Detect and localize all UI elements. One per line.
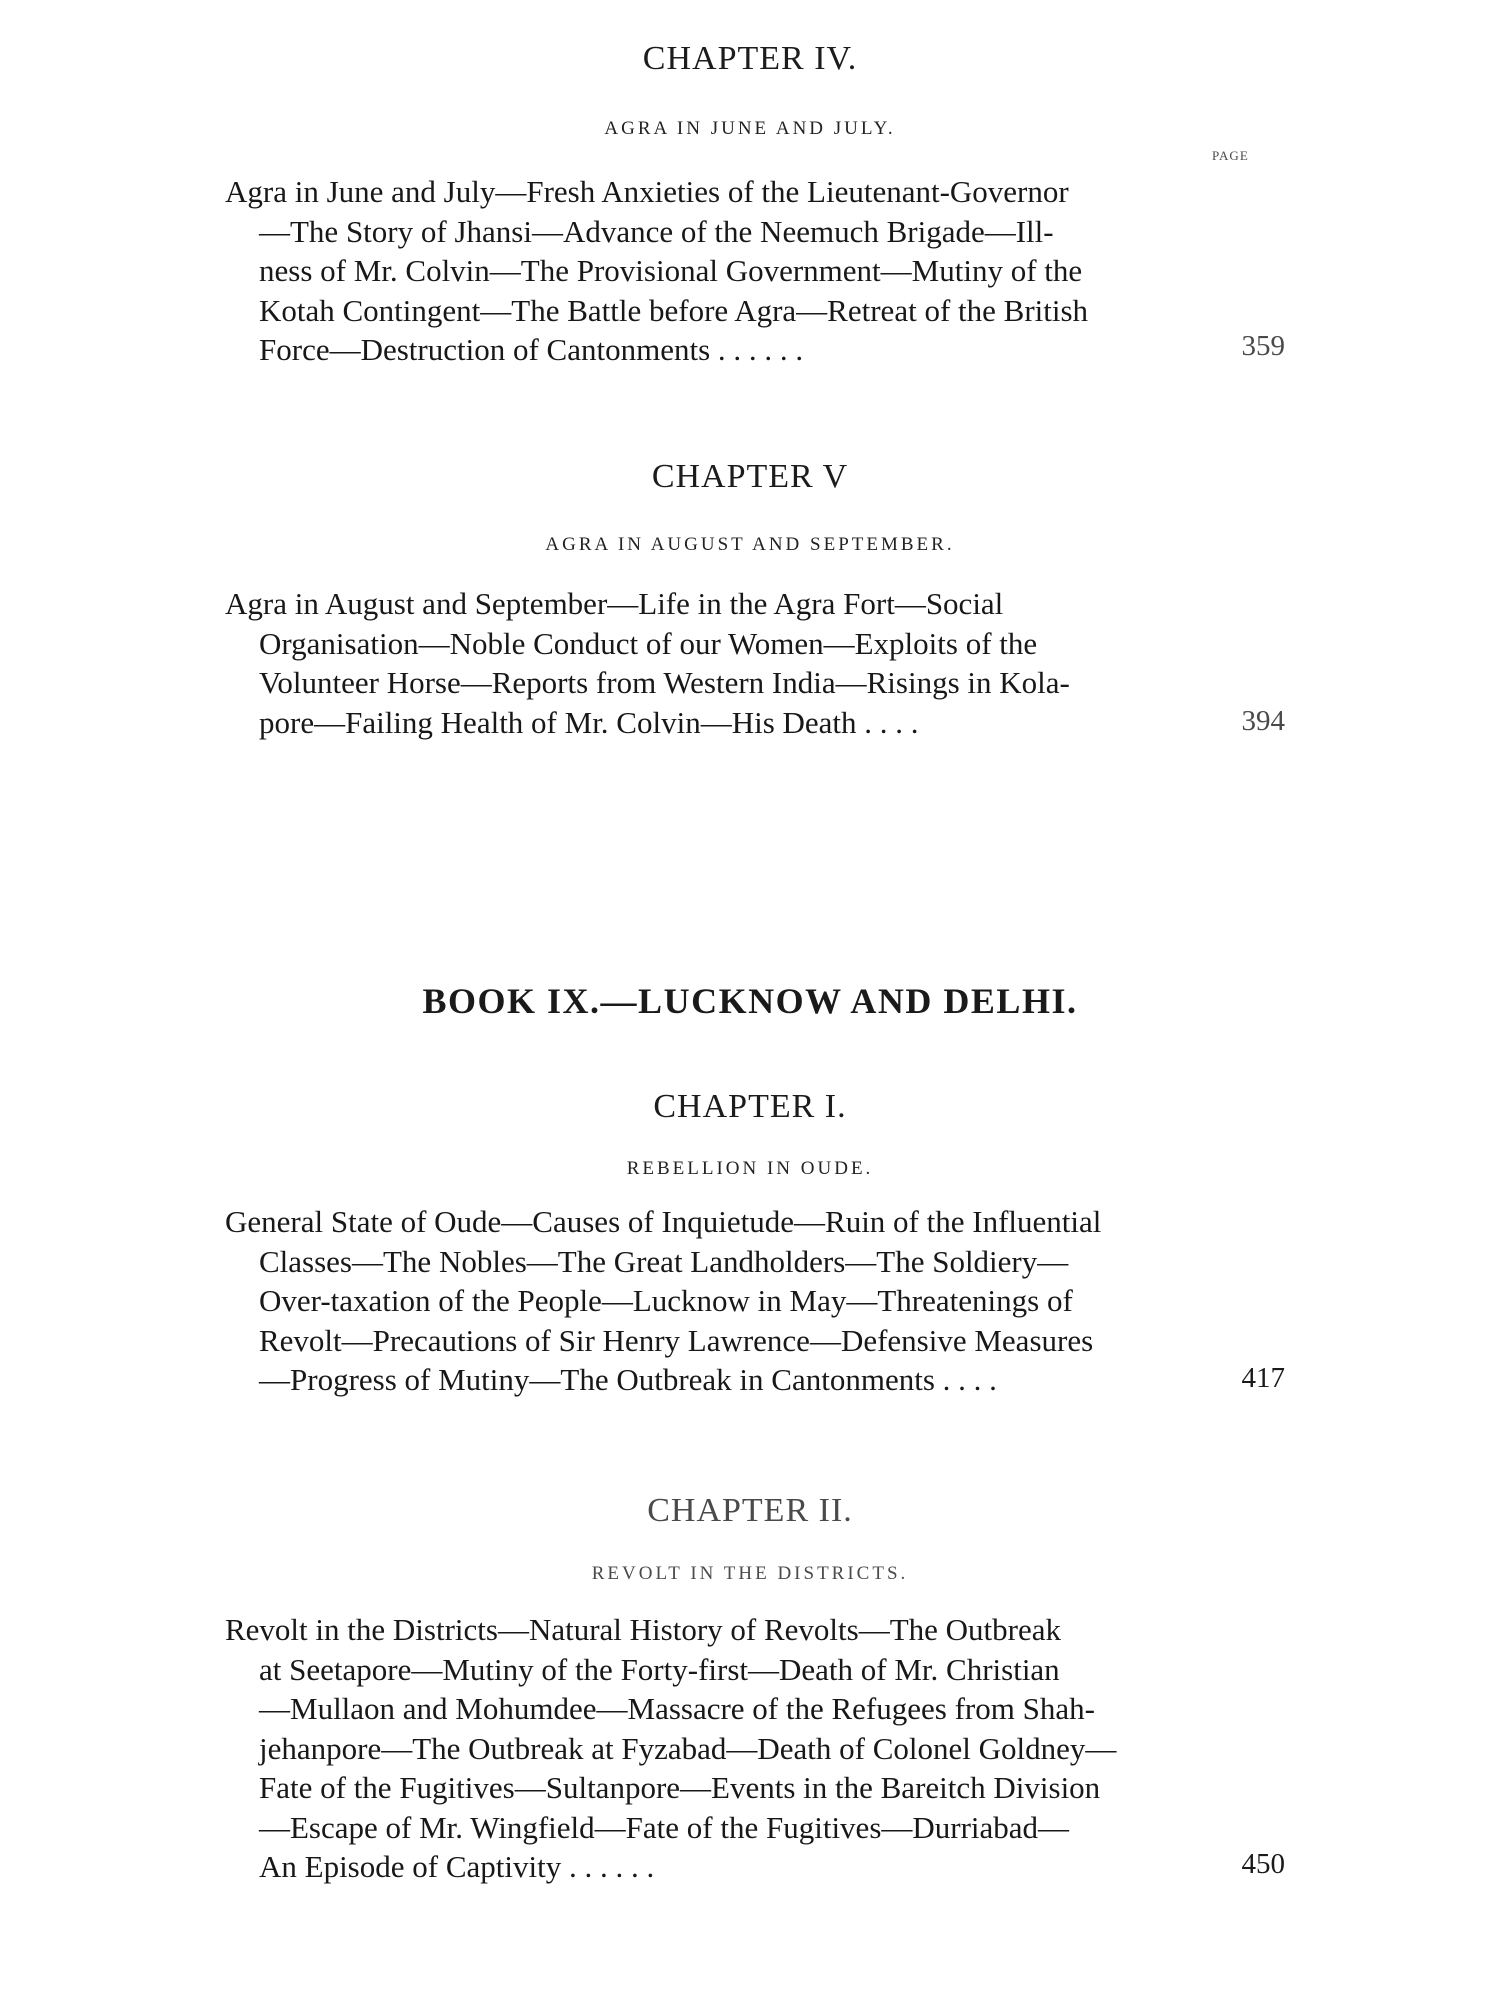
chapter-v-page-number: 394 <box>1241 705 1285 737</box>
summary-line: Agra in June and July—Fresh Anxieties of the Lieutenant-Governor <box>225 174 1069 209</box>
chapter-ii-subtitle: REVOLT IN THE DISTRICTS. <box>591 1563 909 1584</box>
chapter-ii-title: CHAPTER II. <box>647 1492 853 1529</box>
chapter-iv-page-number: 359 <box>1241 330 1285 362</box>
summary-line: ness of Mr. Colvin—The Provisional Government—Mutiny of the <box>259 253 1083 288</box>
summary-line: Classes—The Nobles—The Great Landholders—The Soldiery— <box>259 1243 1069 1279</box>
chapter-v-subtitle: AGRA IN AUGUST AND SEPTEMBER. <box>545 534 955 555</box>
chapter-v-summary <box>225 584 1215 742</box>
summary-line: Kotah Contingent—The Battle before Agra—Retreat of the British <box>259 292 1089 328</box>
summary-line: Fate of the Fugitives—Sultanpore—Events in the Bareitch Division <box>259 1770 1101 1805</box>
summary-line: —Mullaon and Mohumdee—Massacre of the Refugees from Shah- <box>259 1691 1095 1726</box>
summary-line: Volunteer Horse—Reports from Western India—Risings in Kola- <box>259 665 1070 700</box>
summary-line: General State of Oude—Causes of Inquietude—Ruin of the Influential <box>225 1204 1102 1239</box>
chapter-i-page-number: 417 <box>1241 1362 1285 1394</box>
chapter-i-summary <box>225 1202 1215 1400</box>
summary-line: Agra in August and September—Life in the Agra Fort—Social <box>225 586 1004 621</box>
summary-line: pore—Failing Health of Mr. Colvin—His Death . . . . <box>259 704 919 740</box>
chapter-i-title: CHAPTER I. <box>653 1088 847 1125</box>
summary-line: —Progress of Mutiny—The Outbreak in Cantonments . . . . <box>259 1362 997 1397</box>
summary-line: Over-taxation of the People—Lucknow in May—Threatenings of <box>259 1283 1073 1318</box>
summary-line: Revolt in the Districts—Natural History of Revolts—The Outbreak <box>225 1612 1061 1647</box>
summary-line: Organisation—Noble Conduct of our Women—Exploits of the <box>259 625 1038 661</box>
chapter-ii-summary <box>225 1610 1215 1887</box>
summary-line: at Seetapore—Mutiny of the Forty-first—Death of Mr. Christian <box>259 1651 1060 1687</box>
chapter-i-subtitle: REBELLION IN OUDE. <box>626 1158 874 1179</box>
summary-line: —The Story of Jhansi—Advance of the Neemuch Brigade—Ill- <box>259 213 1054 249</box>
chapter-iv-subtitle: AGRA IN JUNE AND JULY. <box>604 118 896 139</box>
chapter-ii-page-number: 450 <box>1241 1848 1285 1880</box>
chapter-iv-summary <box>225 172 1215 370</box>
summary-line: —Escape of Mr. Wingfield—Fate of the Fugitives—Durriabad— <box>259 1809 1070 1845</box>
summary-line: An Episode of Captivity . . . . . . <box>259 1849 655 1884</box>
summary-line: Force—Destruction of Cantonments . . . . . . <box>259 332 804 367</box>
book-ix-title: BOOK IX.—LUCKNOW AND DELHI. <box>422 981 1078 1021</box>
page-column-label: PAGE <box>1212 148 1249 163</box>
chapter-iv-title: CHAPTER IV. <box>642 40 858 77</box>
summary-line: Revolt—Precautions of Sir Henry Lawrence—Defensive Measures <box>259 1322 1094 1358</box>
chapter-v-title: CHAPTER V <box>651 458 849 495</box>
summary-line: jehanpore—The Outbreak at Fyzabad—Death of Colonel Goldney— <box>259 1730 1117 1766</box>
